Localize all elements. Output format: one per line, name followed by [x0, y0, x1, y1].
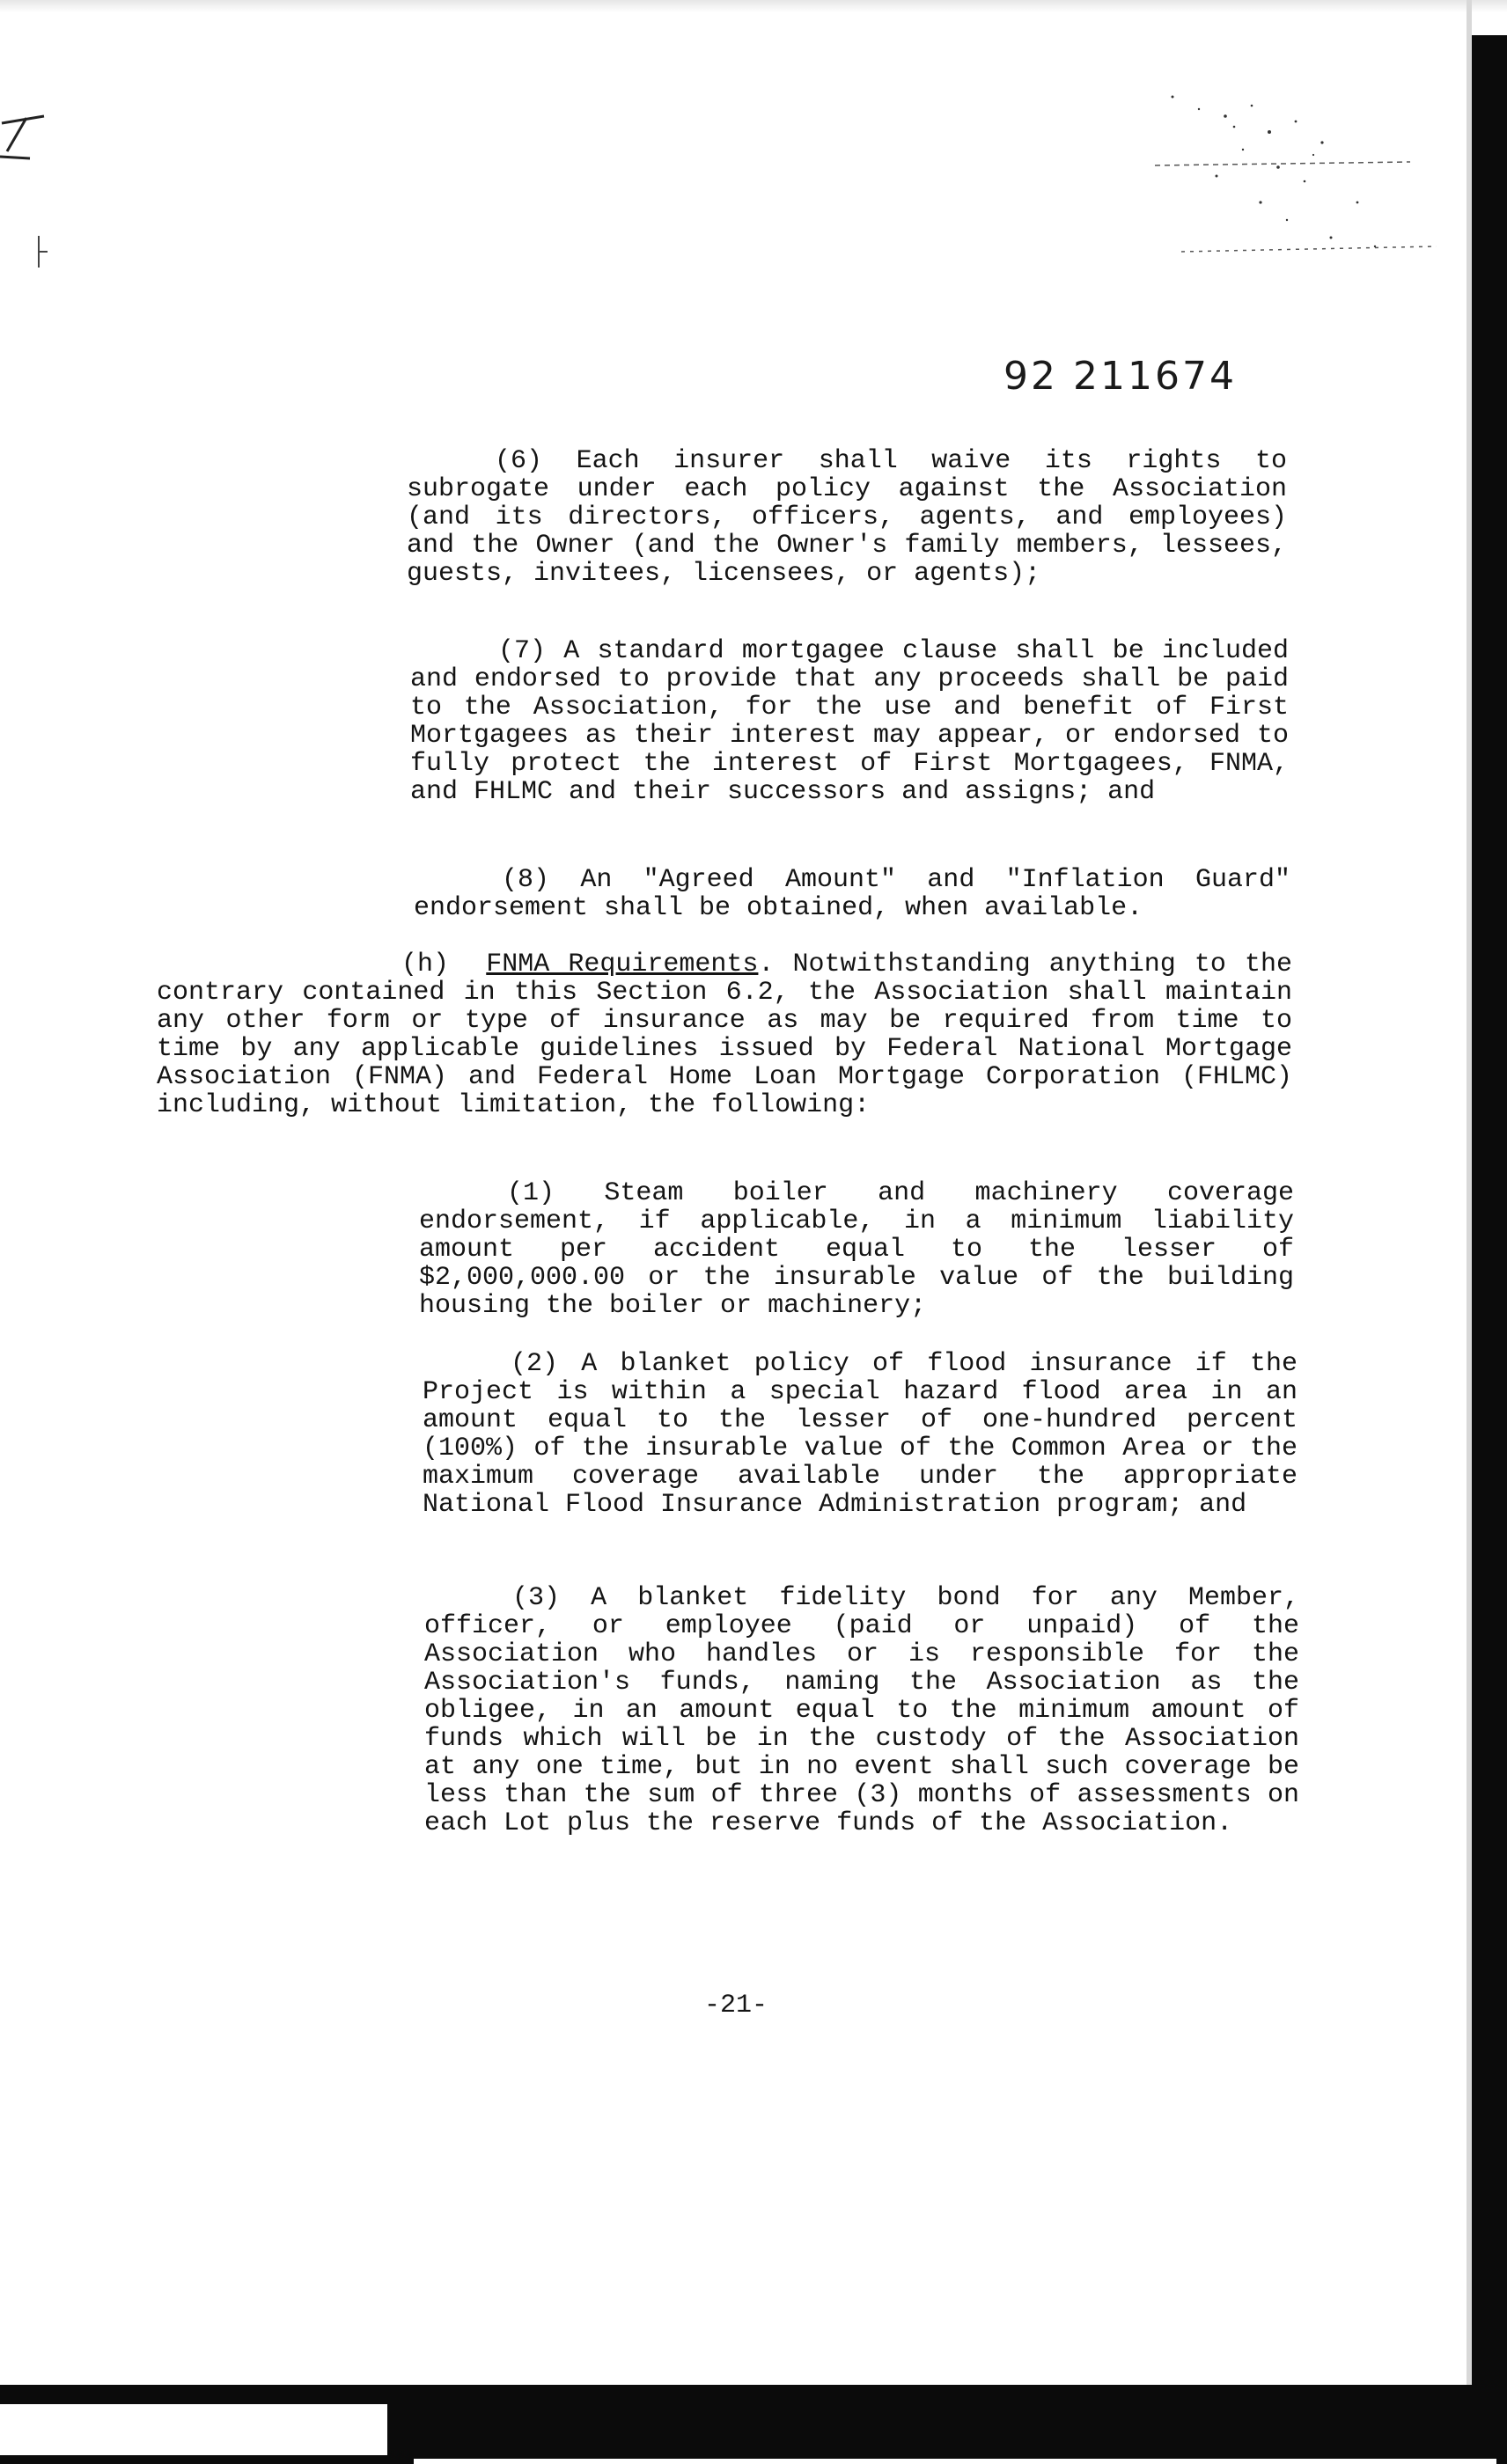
paragraph-h3-text: (3) A blanket fidelity bond for any Member, officer, or employee (paid or unpaid) of the Association who handles or is responsible for the Association's funds, naming the Association as the obligee, in an amount equal to the minimum amount of funds which will be in the custody of the Association at any one time, but in no event shall such coverage be less than the sum of three (3) months of assessments on each Lot plus the reserve funds of the Association.	[424, 1583, 1299, 1838]
paragraph-7	[410, 637, 1289, 806]
paragraph-7-text: (7) A standard mortgagee clause shall be included and endorsed to provide that any proceeds shall be paid to the Association, for the use and benefit of First Mortgagees as their interest may appear, or endorsed to fully protect the interest of First Mortgagees, FNMA, and FHLMC and their successors and assigns; and	[410, 636, 1289, 807]
scan-top-shade	[0, 0, 1507, 12]
paragraph-h3	[424, 1584, 1299, 1837]
paragraph-h2-text: (2) A blanket policy of flood insurance if the Project is within a special hazard flood area in an amount equal to the lesser of one-hundred percent (100%) of the insurable value of the Common Area or the maximum coverage available under the appropriate National Flood Insurance Administration program; and	[423, 1349, 1297, 1520]
page-number: -21-	[704, 1991, 768, 2020]
paragraph-8-text: (8) An "Agreed Amount" and "Inflation Guard" endorsement shall be obtained, when available.	[414, 865, 1290, 923]
paragraph-h1-text: (1) Steam boiler and machinery coverage endorsement, if applicable, in a minimum liability amount per accident equal to the lesser of $2,000,000.00 or the insurable value of the building housing the boiler or machinery;	[419, 1178, 1294, 1321]
scan-artifact-mark	[0, 106, 62, 167]
paragraph-6-text: (6) Each insurer shall waive its rights to subrogate under each policy against the Association (and its directors, officers, agents, and employees) and the Owner (and the Owner's family members, lessees, guests, invitees, licensees, or agents);	[407, 446, 1287, 589]
section-h	[157, 950, 1292, 1119]
paragraph-6	[407, 447, 1287, 588]
scan-artifact-tick	[35, 236, 53, 268]
scan-bottom-white-patch	[0, 2404, 387, 2455]
section-h-heading: FNMA Requirements	[486, 950, 759, 979]
scan-bottom-white-strip	[414, 2459, 1496, 2464]
scan-speckle-noise	[1146, 70, 1445, 282]
section-h-label: (h)	[401, 950, 450, 979]
section-h-text: . Notwithstanding anything to the contrary contained in this Section 6.2, the Association shall maintain any other form or type of insurance as may be required from time to time by any applicable guidelines issued by Federal National Mortgage Association (FNMA) and Federal Home Loan Mortgage Corporation (FHLMC) including, without limitation, the following:	[157, 950, 1292, 1120]
paragraph-h2	[423, 1350, 1297, 1519]
scan-right-border	[1472, 35, 1507, 2464]
paragraph-h1	[419, 1179, 1294, 1320]
document-number: 92 211674	[1003, 354, 1237, 399]
paragraph-8	[414, 866, 1290, 922]
